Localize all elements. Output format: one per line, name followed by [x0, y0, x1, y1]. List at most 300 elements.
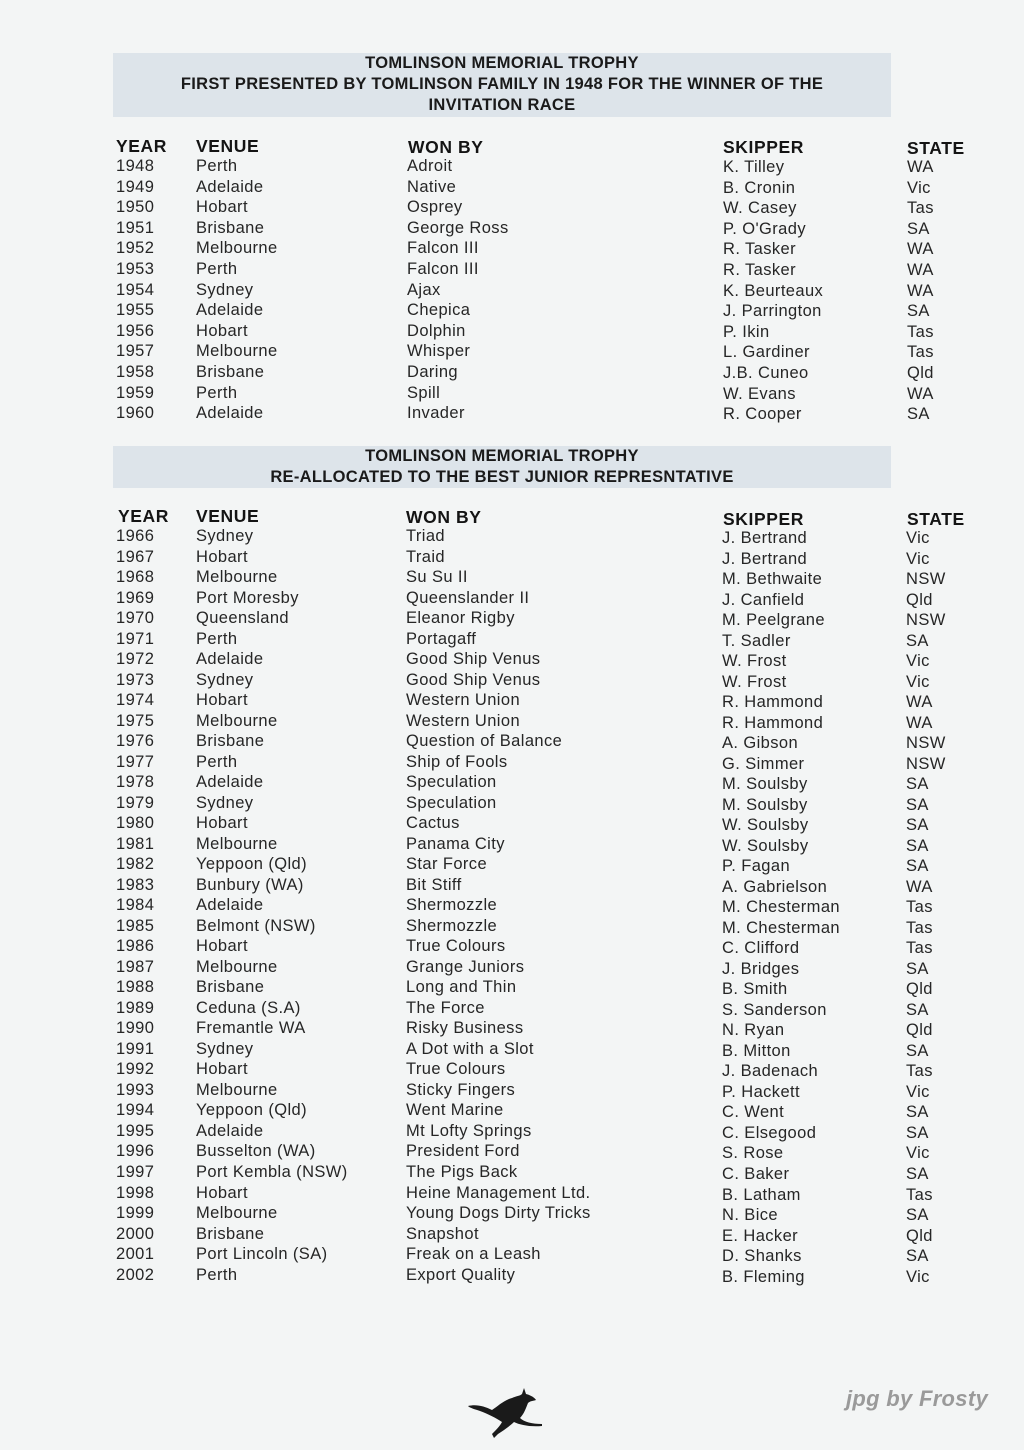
- year-cell: 1966: [116, 527, 155, 545]
- year-cell: 1950: [116, 198, 155, 217]
- venue-cell: Queensland: [196, 609, 289, 628]
- venue-cell: Melbourne: [196, 834, 278, 853]
- year-cell: 1958: [116, 362, 155, 381]
- skipper-cell: M. Soulsby: [722, 795, 808, 814]
- venue-cell: Sydney: [196, 793, 254, 812]
- state-cell: WA: [907, 158, 934, 176]
- state-cell: NSW: [906, 570, 946, 589]
- table-row: [0, 363, 1024, 384]
- state-cell: SA: [906, 1206, 929, 1225]
- skipper-cell: B. Fleming: [722, 1267, 805, 1286]
- skipper-cell: J. Canfield: [722, 590, 805, 609]
- venue-cell: Adelaide: [196, 404, 264, 423]
- table-row: [0, 1060, 1024, 1081]
- table-row: [0, 650, 1024, 671]
- table-row: [0, 1163, 1024, 1184]
- year-cell: 1978: [116, 773, 155, 792]
- year-cell: 2000: [116, 1224, 155, 1243]
- venue-cell: Busselton (WA): [196, 1142, 316, 1161]
- year-cell: 1997: [116, 1162, 155, 1181]
- year-cell: 1984: [116, 896, 155, 915]
- state-cell: Vic: [906, 549, 930, 568]
- state-cell: SA: [906, 857, 929, 876]
- table-row: [0, 157, 1024, 178]
- venue-cell: Brisbane: [196, 1224, 265, 1243]
- year-cell: 1971: [116, 629, 155, 648]
- state-cell: Tas: [907, 199, 934, 218]
- state-cell: Qld: [906, 590, 933, 609]
- skipper-cell: W. Casey: [723, 199, 797, 218]
- year-cell: 1960: [116, 404, 155, 423]
- header-won-by: WON BY: [408, 137, 484, 157]
- year-cell: 1991: [116, 1039, 155, 1058]
- year-cell: 1968: [116, 568, 155, 587]
- state-cell: SA: [906, 816, 929, 835]
- table-row: [0, 835, 1024, 856]
- venue-cell: Yeppoon (Qld): [196, 855, 307, 874]
- skipper-cell: J. Bertrand: [722, 529, 808, 547]
- won-by-cell: Falcon III: [407, 259, 479, 278]
- won-by-cell: Adroit: [407, 157, 453, 175]
- state-cell: SA: [906, 1103, 929, 1122]
- year-cell: 1994: [116, 1101, 155, 1120]
- skipper-cell: J. Bertrand: [722, 549, 808, 568]
- year-cell: 2002: [116, 1265, 155, 1284]
- won-by-cell: Native: [407, 177, 457, 196]
- won-by-cell: Daring: [407, 362, 459, 381]
- year-cell: 1954: [116, 280, 155, 299]
- state-cell: Vic: [906, 1144, 930, 1163]
- section2-table: [0, 527, 1024, 1286]
- skipper-cell: W. Frost: [722, 672, 787, 691]
- won-by-cell: Chepica: [407, 301, 471, 320]
- year-cell: 1993: [116, 1080, 155, 1099]
- table-row: [0, 896, 1024, 917]
- table-row: [0, 937, 1024, 958]
- venue-cell: Ceduna (S.A): [196, 998, 301, 1017]
- table-row: [0, 978, 1024, 999]
- won-by-cell: Shermozzle: [406, 896, 498, 915]
- table-row: [0, 239, 1024, 260]
- won-by-cell: The Pigs Back: [406, 1162, 518, 1181]
- header-year: YEAR: [118, 506, 170, 526]
- state-cell: Tas: [906, 939, 933, 958]
- venue-cell: Perth: [196, 1265, 238, 1284]
- table-row: [0, 1184, 1024, 1205]
- won-by-cell: The Force: [406, 998, 485, 1017]
- state-cell: SA: [907, 405, 930, 424]
- year-cell: 1967: [116, 547, 155, 566]
- section1-title-banner: [113, 53, 891, 117]
- table-row: [0, 1204, 1024, 1225]
- venue-cell: Hobart: [196, 937, 248, 956]
- state-cell: Tas: [906, 1062, 933, 1081]
- skipper-cell: B. Cronin: [723, 178, 796, 197]
- header-venue: VENUE: [196, 506, 260, 526]
- state-cell: Vic: [907, 178, 931, 197]
- state-cell: SA: [907, 302, 930, 321]
- won-by-cell: Queenslander II: [406, 588, 530, 607]
- venue-cell: Adelaide: [196, 650, 264, 669]
- won-by-cell: True Colours: [406, 1060, 506, 1079]
- table-row: [0, 1081, 1024, 1102]
- table-row: [0, 281, 1024, 302]
- won-by-cell: A Dot with a Slot: [406, 1039, 534, 1058]
- state-cell: NSW: [906, 734, 946, 753]
- venue-cell: Hobart: [196, 1183, 248, 1202]
- skipper-cell: C. Clifford: [722, 939, 800, 958]
- venue-cell: Hobart: [196, 547, 248, 566]
- table-row: [0, 794, 1024, 815]
- skipper-cell: S. Sanderson: [722, 1000, 827, 1019]
- state-cell: SA: [906, 795, 929, 814]
- skipper-cell: J. Badenach: [722, 1062, 819, 1081]
- skipper-cell: W. Soulsby: [722, 836, 809, 855]
- venue-cell: Bunbury (WA): [196, 875, 304, 894]
- skipper-cell: C. Baker: [722, 1164, 790, 1183]
- table-row: [0, 671, 1024, 692]
- skipper-cell: E. Hacker: [722, 1226, 799, 1245]
- won-by-cell: Heine Management Ltd.: [406, 1183, 591, 1202]
- state-cell: WA: [906, 713, 933, 732]
- skipper-cell: M. Chesterman: [722, 918, 840, 937]
- state-cell: WA: [907, 384, 934, 403]
- table-row: [0, 609, 1024, 630]
- table-row: [0, 342, 1024, 363]
- year-cell: 1969: [116, 588, 155, 607]
- venue-cell: Sydney: [196, 1039, 254, 1058]
- table-row: [0, 1122, 1024, 1143]
- venue-cell: Hobart: [196, 198, 248, 217]
- table-row: [0, 958, 1024, 979]
- venue-cell: Perth: [196, 752, 238, 771]
- photo-credit: jpg by Frosty: [845, 1386, 988, 1411]
- skipper-cell: C. Elsegood: [722, 1123, 817, 1142]
- header-venue: VENUE: [196, 136, 260, 156]
- venue-cell: Melbourne: [196, 239, 278, 258]
- table-row: [0, 384, 1024, 405]
- won-by-cell: Dolphin: [407, 321, 466, 340]
- section2-title-line: TOMLINSON MEMORIAL TROPHY: [365, 447, 639, 465]
- won-by-cell: Good Ship Venus: [406, 670, 541, 689]
- table-row: [0, 917, 1024, 938]
- state-cell: SA: [906, 959, 929, 978]
- table-row: [0, 1266, 1024, 1287]
- state-cell: Tas: [906, 918, 933, 937]
- venue-cell: Melbourne: [196, 342, 278, 361]
- venue-cell: Melbourne: [196, 711, 278, 730]
- state-cell: SA: [907, 219, 930, 238]
- year-cell: 1996: [116, 1142, 155, 1161]
- year-cell: 1977: [116, 752, 155, 771]
- skipper-cell: J.B. Cuneo: [723, 363, 809, 382]
- venue-cell: Perth: [196, 383, 238, 402]
- won-by-cell: Mt Lofty Springs: [406, 1121, 532, 1140]
- table-row: [0, 527, 1024, 548]
- table-row: [0, 855, 1024, 876]
- skipper-cell: P. Hackett: [722, 1082, 800, 1101]
- venue-cell: Melbourne: [196, 1080, 278, 1099]
- venue-cell: Fremantle WA: [196, 1019, 306, 1038]
- table-row: [0, 1101, 1024, 1122]
- won-by-cell: Triad: [406, 527, 445, 545]
- year-cell: 1989: [116, 998, 155, 1017]
- table-row: [0, 322, 1024, 343]
- table-row: [0, 732, 1024, 753]
- won-by-cell: Eleanor Rigby: [406, 609, 515, 628]
- skipper-cell: R. Tasker: [723, 260, 796, 279]
- state-cell: SA: [906, 1000, 929, 1019]
- state-cell: WA: [906, 877, 933, 896]
- state-cell: Tas: [907, 322, 934, 341]
- venue-cell: Brisbane: [196, 978, 265, 997]
- venue-cell: Port Moresby: [196, 588, 299, 607]
- state-cell: SA: [906, 1164, 929, 1183]
- table-row: [0, 548, 1024, 569]
- won-by-cell: True Colours: [406, 937, 506, 956]
- table-row: [0, 404, 1024, 425]
- state-cell: SA: [906, 1247, 929, 1266]
- year-cell: 1972: [116, 650, 155, 669]
- skipper-cell: M. Bethwaite: [722, 570, 823, 589]
- won-by-cell: Invader: [407, 404, 465, 423]
- skipper-cell: W. Frost: [722, 652, 787, 671]
- state-cell: Vic: [906, 672, 930, 691]
- skipper-cell: P. O'Grady: [723, 219, 806, 238]
- skipper-cell: T. Sadler: [722, 631, 791, 650]
- state-cell: Qld: [906, 980, 933, 999]
- skipper-cell: N. Ryan: [722, 1021, 785, 1040]
- table-row: [0, 301, 1024, 322]
- skipper-cell: W. Evans: [723, 384, 796, 403]
- won-by-cell: Su Su II: [406, 568, 468, 587]
- won-by-cell: Speculation: [406, 773, 497, 792]
- won-by-cell: Long and Thin: [406, 978, 517, 997]
- skipper-cell: R. Tasker: [723, 240, 796, 259]
- year-cell: 1976: [116, 732, 155, 751]
- year-cell: 1999: [116, 1204, 155, 1223]
- skipper-cell: K. Beurteaux: [723, 281, 824, 300]
- venue-cell: Hobart: [196, 1060, 248, 1079]
- venue-cell: Sydney: [196, 280, 254, 299]
- section1-table: [0, 157, 1024, 425]
- skipper-cell: N. Bice: [722, 1206, 778, 1225]
- table-row: [0, 876, 1024, 897]
- venue-cell: Adelaide: [196, 896, 264, 915]
- state-cell: NSW: [906, 611, 946, 630]
- venue-cell: Perth: [196, 629, 238, 648]
- year-cell: 1992: [116, 1060, 155, 1079]
- state-cell: Tas: [906, 898, 933, 917]
- skipper-cell: R. Hammond: [722, 693, 824, 712]
- section2-title-line: RE-ALLOCATED TO THE BEST JUNIOR REPRESNTATIVE: [270, 468, 734, 486]
- table-row: [0, 1225, 1024, 1246]
- state-cell: WA: [907, 281, 934, 300]
- year-cell: 1970: [116, 609, 155, 628]
- year-cell: 1952: [116, 239, 155, 258]
- skipper-cell: R. Cooper: [723, 405, 802, 424]
- year-cell: 1957: [116, 342, 155, 361]
- venue-cell: Perth: [196, 157, 238, 175]
- venue-cell: Perth: [196, 259, 238, 278]
- skipper-cell: C. Went: [722, 1103, 785, 1122]
- state-cell: Qld: [906, 1226, 933, 1245]
- won-by-cell: Speculation: [406, 793, 497, 812]
- won-by-cell: Export Quality: [406, 1265, 516, 1284]
- skipper-cell: M. Chesterman: [722, 898, 840, 917]
- year-cell: 1985: [116, 916, 155, 935]
- state-cell: SA: [906, 836, 929, 855]
- table-row: [0, 260, 1024, 281]
- year-cell: 1974: [116, 691, 155, 710]
- state-cell: Tas: [906, 1185, 933, 1204]
- skipper-cell: W. Soulsby: [722, 816, 809, 835]
- won-by-cell: Young Dogs Dirty Tricks: [406, 1204, 591, 1223]
- state-cell: Vic: [906, 1267, 930, 1286]
- table-row: [0, 1040, 1024, 1061]
- venue-cell: Yeppoon (Qld): [196, 1101, 307, 1120]
- year-cell: 1981: [116, 834, 155, 853]
- won-by-cell: Western Union: [406, 691, 521, 710]
- year-cell: 2001: [116, 1245, 155, 1264]
- won-by-cell: Falcon III: [407, 239, 479, 258]
- table-row: [0, 589, 1024, 610]
- won-by-cell: Sticky Fingers: [406, 1080, 516, 1099]
- venue-cell: Adelaide: [196, 773, 264, 792]
- won-by-cell: Bit Stiff: [406, 875, 462, 894]
- won-by-cell: Risky Business: [406, 1019, 524, 1038]
- state-cell: SA: [906, 775, 929, 794]
- year-cell: 1959: [116, 383, 155, 402]
- state-cell: Vic: [906, 652, 930, 671]
- venue-cell: Port Lincoln (SA): [196, 1245, 328, 1264]
- year-cell: 1990: [116, 1019, 155, 1038]
- won-by-cell: Star Force: [406, 855, 488, 874]
- year-cell: 1949: [116, 177, 155, 196]
- venue-cell: Brisbane: [196, 362, 265, 381]
- venue-cell: Sydney: [196, 527, 254, 545]
- skipper-cell: M. Soulsby: [722, 775, 808, 794]
- table-row: [0, 691, 1024, 712]
- table-row: [0, 814, 1024, 835]
- state-cell: NSW: [906, 754, 946, 773]
- won-by-cell: George Ross: [407, 218, 509, 237]
- venue-cell: Adelaide: [196, 177, 264, 196]
- venue-cell: Hobart: [196, 691, 248, 710]
- state-cell: SA: [906, 1123, 929, 1142]
- skipper-cell: B. Smith: [722, 980, 788, 999]
- skipper-cell: D. Shanks: [722, 1247, 802, 1266]
- venue-cell: Belmont (NSW): [196, 916, 316, 935]
- state-cell: WA: [907, 260, 934, 279]
- skipper-cell: A. Gibson: [722, 734, 799, 753]
- header-state: STATE: [907, 138, 965, 158]
- won-by-cell: Ajax: [407, 280, 441, 299]
- won-by-cell: Snapshot: [406, 1224, 479, 1243]
- skipper-cell: B. Latham: [722, 1185, 801, 1204]
- year-cell: 1980: [116, 814, 155, 833]
- skipper-cell: L. Gardiner: [723, 343, 810, 362]
- year-cell: 1979: [116, 793, 155, 812]
- state-cell: Vic: [906, 1082, 930, 1101]
- won-by-cell: Freak on a Leash: [406, 1245, 541, 1264]
- won-by-cell: Spill: [407, 383, 441, 402]
- skipper-cell: A. Gabrielson: [722, 877, 828, 896]
- venue-cell: Sydney: [196, 670, 254, 689]
- table-row: [0, 198, 1024, 219]
- year-cell: 1951: [116, 218, 155, 237]
- table-row: [0, 1019, 1024, 1040]
- table-row: [0, 1245, 1024, 1266]
- year-cell: 1948: [116, 157, 155, 175]
- won-by-cell: Cactus: [406, 814, 460, 833]
- year-cell: 1988: [116, 978, 155, 997]
- table-row: [0, 753, 1024, 774]
- won-by-cell: Whisper: [407, 342, 471, 361]
- state-cell: Qld: [906, 1021, 933, 1040]
- venue-cell: Hobart: [196, 321, 248, 340]
- skipper-cell: P. Ikin: [723, 322, 770, 341]
- year-cell: 1953: [116, 259, 155, 278]
- won-by-cell: Question of Balance: [406, 732, 563, 751]
- header-skipper: SKIPPER: [723, 509, 805, 529]
- table-row: [0, 568, 1024, 589]
- won-by-cell: Went Marine: [406, 1101, 504, 1120]
- venue-cell: Adelaide: [196, 1121, 264, 1140]
- venue-cell: Adelaide: [196, 301, 264, 320]
- skipper-cell: J. Bridges: [722, 959, 800, 978]
- skipper-cell: B. Mitton: [722, 1041, 791, 1060]
- year-cell: 1973: [116, 670, 155, 689]
- won-by-cell: Grange Juniors: [406, 957, 525, 976]
- won-by-cell: Shermozzle: [406, 916, 498, 935]
- state-cell: Qld: [907, 363, 934, 382]
- year-cell: 1986: [116, 937, 155, 956]
- section1-title-line: INVITATION RACE: [428, 96, 576, 114]
- header-won-by: WON BY: [406, 507, 482, 527]
- table-row: [0, 712, 1024, 733]
- state-cell: WA: [907, 240, 934, 259]
- year-cell: 1955: [116, 301, 155, 320]
- venue-cell: Hobart: [196, 814, 248, 833]
- state-cell: Vic: [906, 529, 930, 547]
- header-skipper: SKIPPER: [723, 137, 805, 157]
- won-by-cell: Good Ship Venus: [406, 650, 541, 669]
- skipper-cell: G. Simmer: [722, 754, 805, 773]
- state-cell: WA: [906, 693, 933, 712]
- year-cell: 1956: [116, 321, 155, 340]
- skipper-cell: J. Parrington: [723, 302, 822, 321]
- table-row: [0, 999, 1024, 1020]
- year-cell: 1998: [116, 1183, 155, 1202]
- table-row: [0, 219, 1024, 240]
- section1-title-line: TOMLINSON MEMORIAL TROPHY: [365, 54, 639, 72]
- table-row: [0, 630, 1024, 651]
- year-cell: 1995: [116, 1121, 155, 1140]
- header-state: STATE: [907, 509, 965, 529]
- section1-title-line: FIRST PRESENTED BY TOMLINSON FAMILY IN 1948 FOR THE WINNER OF THE: [180, 75, 824, 93]
- year-cell: 1982: [116, 855, 155, 874]
- section2-title-banner: [113, 446, 891, 488]
- venue-cell: Brisbane: [196, 218, 265, 237]
- won-by-cell: President Ford: [406, 1142, 520, 1161]
- year-cell: 1987: [116, 957, 155, 976]
- won-by-cell: Portagaff: [406, 629, 477, 648]
- skipper-cell: K. Tilley: [723, 158, 785, 176]
- skipper-cell: P. Fagan: [722, 857, 791, 876]
- won-by-cell: Osprey: [407, 198, 463, 217]
- venue-cell: Port Kembla (NSW): [196, 1162, 348, 1181]
